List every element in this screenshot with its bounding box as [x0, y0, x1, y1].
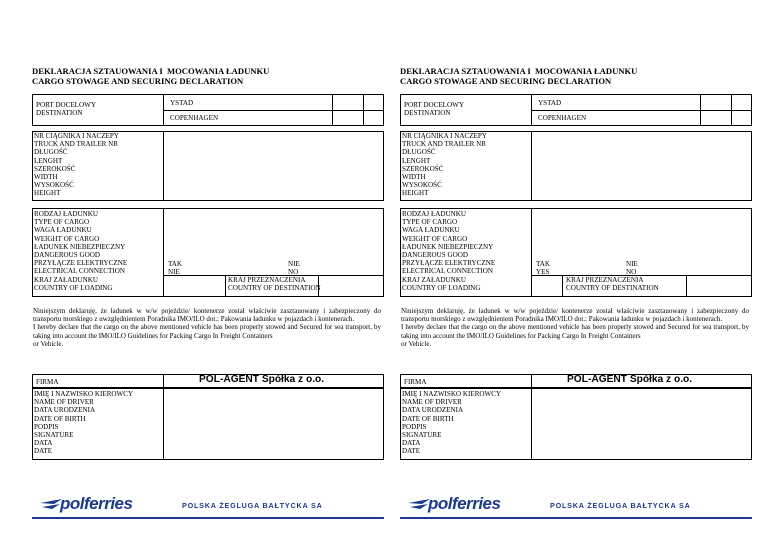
cargo-info-labels: RODZAJ ŁADUNKU TYPE OF CARGO WAGA ŁADUNKU WEIGHT OF CARGO ŁADUNEK NIEBEZPIECZNY DANGEROUS GOOD PRZYŁĄCZE ELEKTRYCZNE ELECTRICAL CONNECTION KRAJ ZAŁADUNKU COUNTRY OF LOADING: [402, 210, 496, 292]
wing-icon: [408, 497, 430, 511]
cargo-info-labels: RODZAJ ŁADUNKU TYPE OF CARGO WAGA ŁADUNKU WEIGHT OF CARGO ŁADUNEK NIEBEZPIECZNY DANGEROUS GOOD PRZYŁĄCZE ELEKTRYCZNE ELECTRICAL CONNECTION KRAJ ZAŁADUNKU COUNTRY OF LOADING: [34, 210, 128, 292]
electrical-no-label[interactable]: NIE NO: [288, 260, 300, 277]
destination-country-label: KRAJ PRZEZNACZENIA COUNTRY OF DESTINATION: [566, 276, 659, 293]
electrical-no-label[interactable]: NIE NO: [626, 260, 638, 277]
electrical-yes-label[interactable]: TAK YES: [536, 260, 551, 277]
company-name: POL-AGENT Spółka z o.o.: [567, 374, 693, 385]
company-label: FIRMA: [404, 378, 427, 386]
declaration-form-left: [32, 0, 384, 543]
port-option-copenhagen[interactable]: COPENHAGEN: [170, 114, 219, 122]
driver-info-labels: IMIĘ I NAZWISKO KIEROWCY NAME OF DRIVER DATA URODZENIA DATE OF BIRTH PODPIS SIGNATURE DATA DATE: [34, 390, 134, 456]
form-title: DEKLARACJA SZTAUOWANIA I MOCOWANIA ŁADUNKU CARGO STOWAGE AND SECURING DECLARATION: [32, 66, 270, 86]
brand-rule: [32, 517, 384, 519]
truck-info-labels: NR CIĄGNIKA I NACZEPY TRUCK AND TRAILER NR DŁUGOŚĆ LENGHT SZEROKOŚĆ WIDTH WYSOKOŚĆ HEIGHT: [402, 132, 487, 198]
form-title: DEKLARACJA SZTAUOWANIA I MOCOWANIA ŁADUNKU CARGO STOWAGE AND SECURING DECLARATION: [400, 66, 638, 86]
company-label: FIRMA: [36, 378, 59, 386]
shipping-company-name: POLSKA ŻEGLUGA BAŁTYCKA SA: [182, 501, 323, 510]
declaration-text: Niniejszym deklaruję, że ładunek w w/w pojeździe/ kontenerze został właściwie zasztauowany i zabezpieczony do transportu morskiego z uwzględnieniem Poradnika IMO/ILO dot.: Pakowania ładunku w pojazdach i kontenerach. I hereby declare that the cargo on the above mentioned vehicle has been properly stowed and Secured for sea transport, by taking into account the IMO/ILO Guidelines for Packing Cargo In Freight Containers or Vehicle.: [401, 307, 749, 348]
driver-info-labels: IMIĘ I NAZWISKO KIEROWCY NAME OF DRIVER DATA URODZENIA DATE OF BIRTH PODPIS SIGNATURE DATA DATE: [402, 390, 502, 456]
electrical-yes-label[interactable]: TAK NIE: [168, 260, 183, 277]
destination-port-label: PORT DOCELOWY DESTINATION: [404, 101, 464, 118]
truck-info-labels: NR CIĄGNIKA I NACZEPY TRUCK AND TRAILER NR DŁUGOŚĆ LENGHT SZEROKOŚĆ WIDTH WYSOKOŚĆ HEIGHT: [34, 132, 119, 198]
polferries-logo: polferries: [408, 495, 508, 515]
port-option-ystad[interactable]: YSTAD: [170, 99, 194, 107]
destination-country-label: KRAJ PRZEZNACZENIA COUNTRY OF DESTINATION: [228, 276, 321, 293]
declaration-text: Niniejszym deklaruję, że ładunek w w/w pojeździe/ kontenerze został właściwie zasztauowany i zabezpieczony do transportu morskiego z uwzględnieniem Poradnika IMO/ILO dot.: Pakowania ładunku w pojazdach i kontenerach. I hereby declare that the cargo on the above mentioned vehicle has been properly stowed and Secured for sea transport, by taking into account the IMO/ILO Guidelines for Packing Cargo In Freight Containers or Vehicle.: [33, 307, 381, 348]
company-name: POL-AGENT Spółka z o.o.: [199, 374, 325, 385]
brand-rule: [400, 517, 752, 519]
shipping-company-name: POLSKA ŻEGLUGA BAŁTYCKA SA: [550, 501, 691, 510]
wing-icon: [40, 497, 62, 511]
destination-port-label: PORT DOCELOWY DESTINATION: [36, 101, 96, 118]
port-option-ystad[interactable]: YSTAD: [538, 99, 562, 107]
polferries-logo: polferries: [40, 495, 140, 515]
declaration-form-right: [400, 0, 752, 543]
port-option-copenhagen[interactable]: COPENHAGEN: [538, 114, 587, 122]
